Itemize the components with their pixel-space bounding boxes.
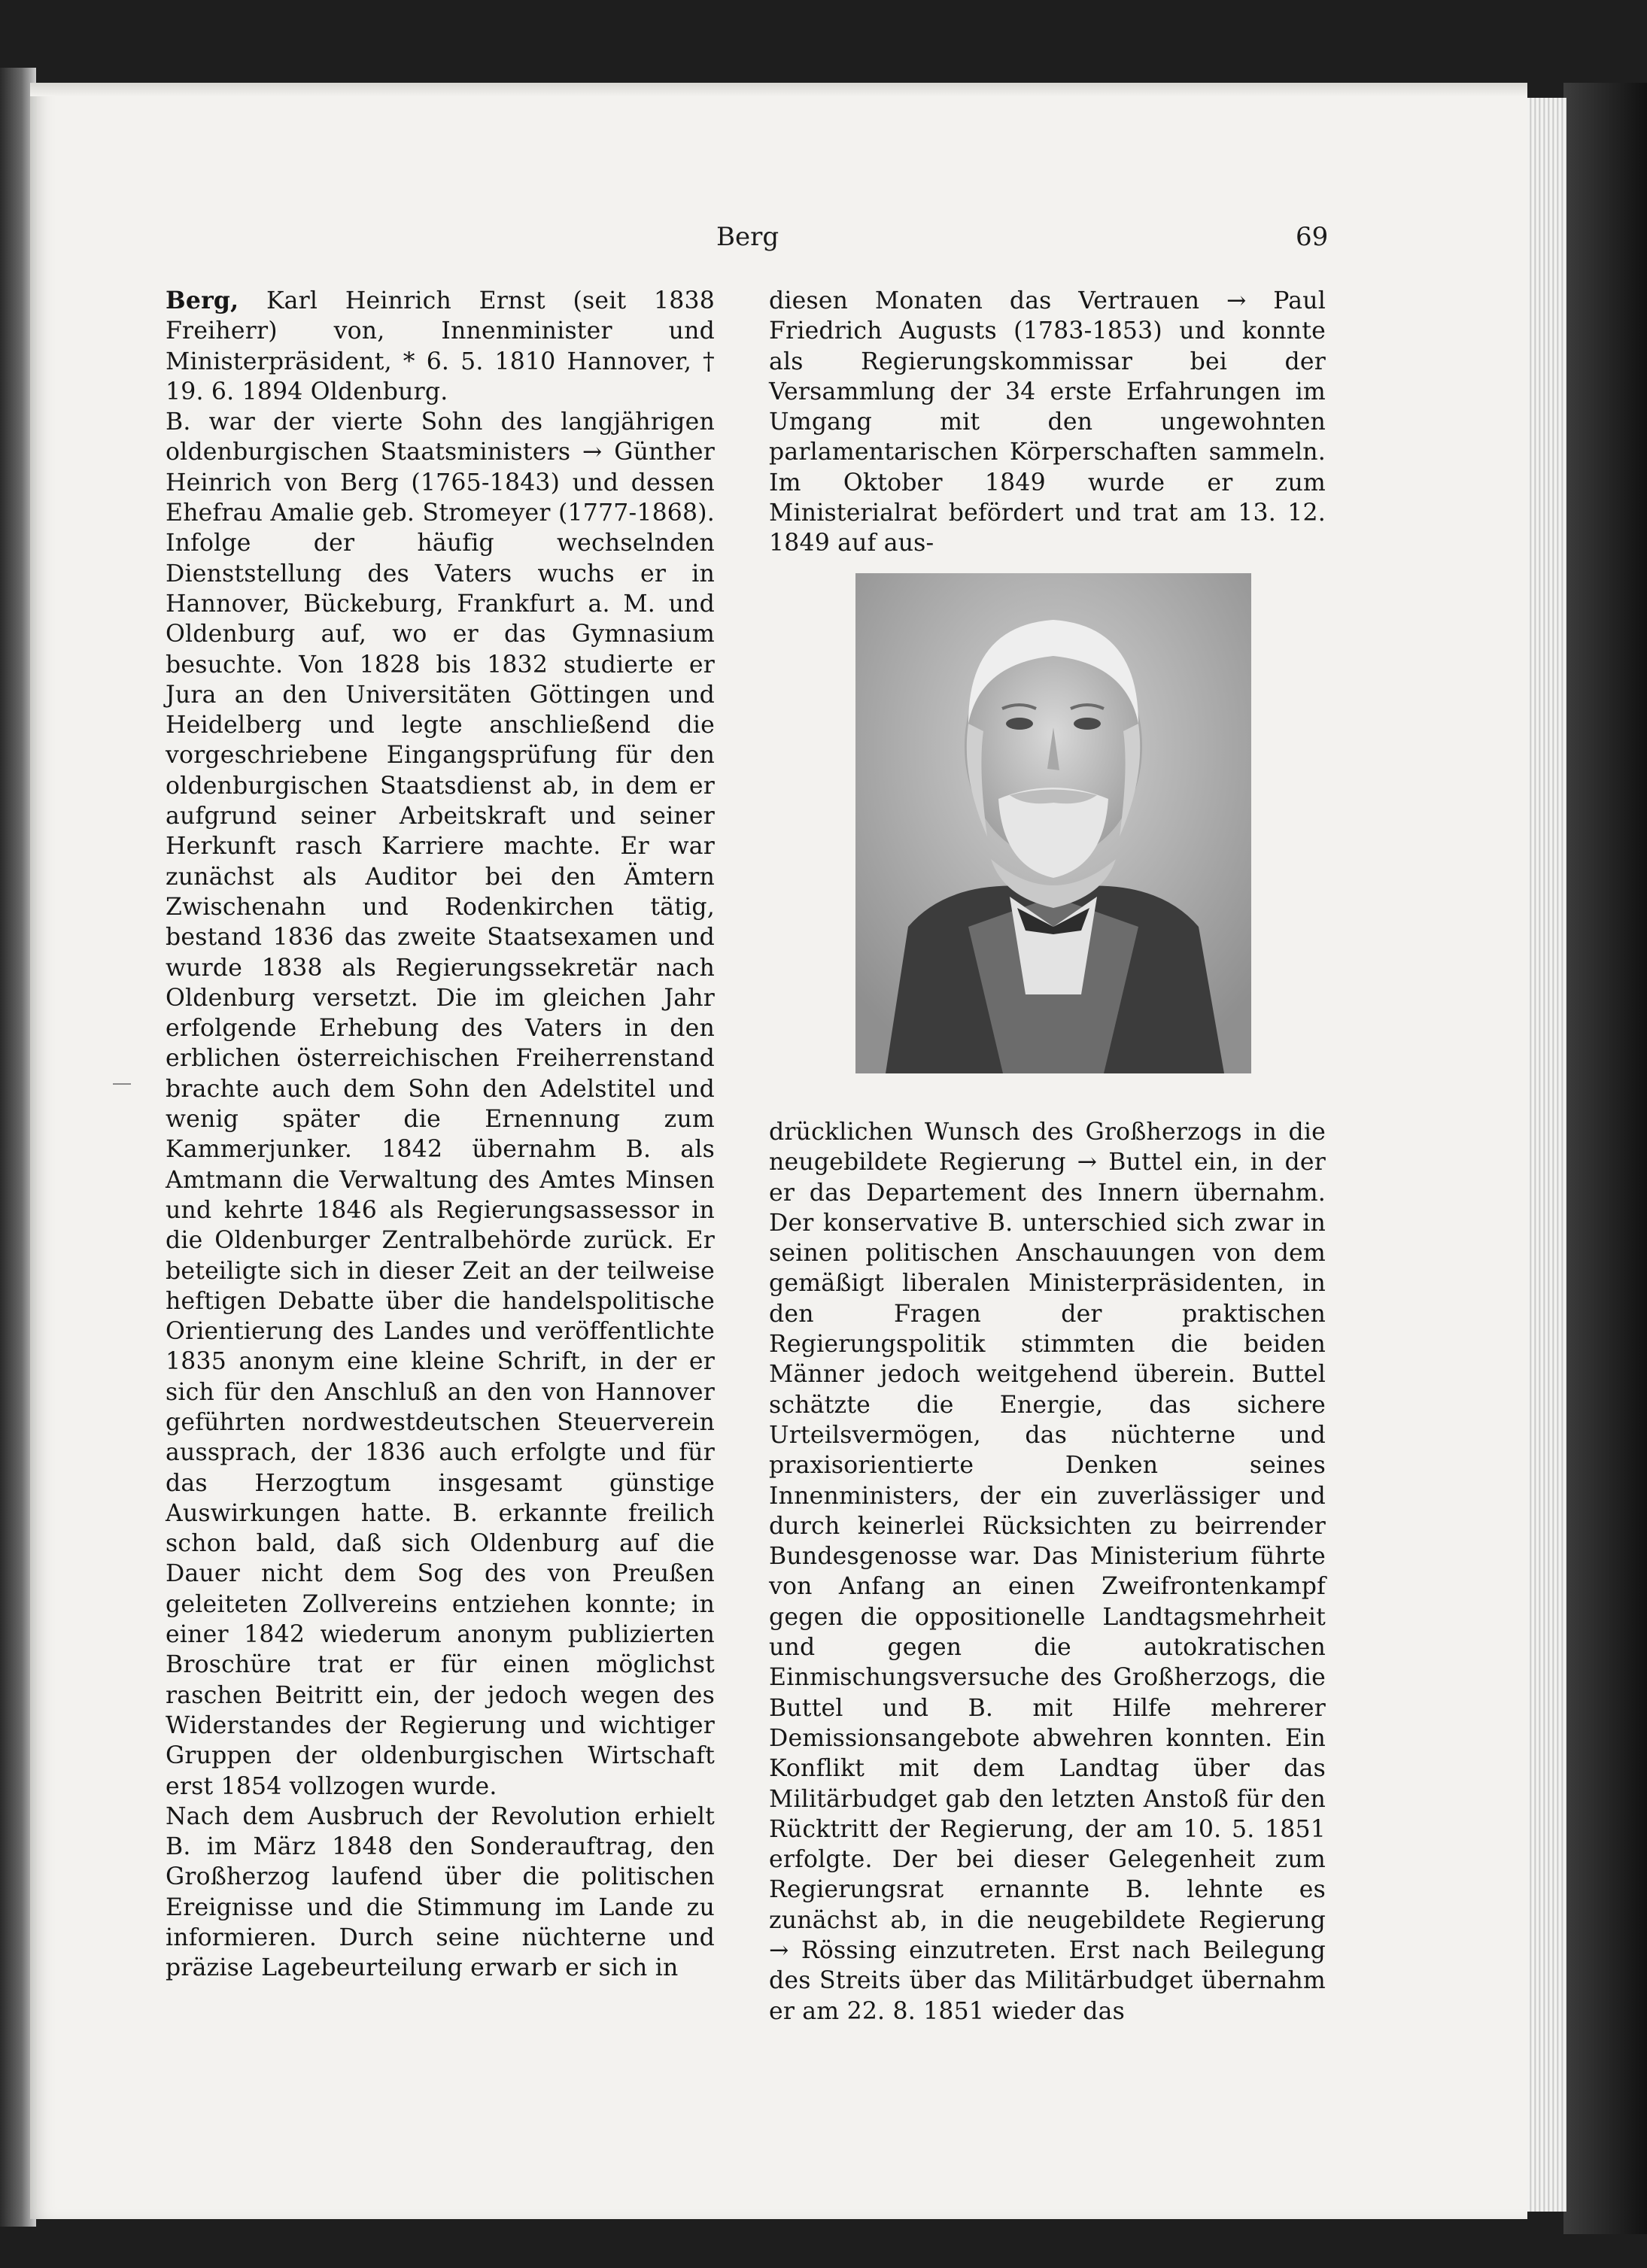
left-column <box>166 286 715 1984</box>
book-cover-edge <box>1563 83 1647 2234</box>
page-top-shadow <box>30 83 1527 96</box>
entry-intro: Karl Heinrich Ernst (seit 1838 Freiherr) von, Innenminister und Ministerpräsident, * 6. 5. 1810 Hannover, † 19. 6. 1894 Oldenburg. <box>166 287 715 405</box>
running-head-title: Berg <box>716 222 779 252</box>
body-paragraph: Nach dem Ausbruch der Revolution erhielt B. im März 1848 den Sonderauftrag, den Großherzog laufend über die politischen Ereignisse und die Stimmung im Lande zu informieren. Durch seine nüchterne und präzise Lagebeurteilung erwarb er sich in <box>166 1802 715 1982</box>
entry-heading-paragraph <box>166 286 715 407</box>
portrait-photo <box>855 573 1251 1073</box>
entry-headword: Berg, <box>166 287 239 314</box>
running-head <box>0 222 1647 260</box>
body-paragraph: B. war der vierte Sohn des langjährigen oldenburgischen Staatsministers → Günther Heinrich von Berg (1765-1843) und dessen Ehefrau Amalie geb. Stromeyer (1777-1868). Infolge der häufig wechselnden Dienststellung des Vaters wuchs er in Hannover, Bückeburg, Frankfurt a. M. und Oldenburg auf, wo er das Gymnasium besuchte. Von 1828 bis 1832 studierte er Jura an den Universitäten Göttingen und Heidelberg und legte anschließend die vorgeschriebene Eingangsprüfung für den oldenburgischen Staatsdienst ab, in dem er aufgrund seiner Arbeitskraft und seiner Herkunft rasch Karriere machte. Er war zunächst als Auditor bei den Ämtern Zwischenahn und Rodenkirchen tätig, bestand 1836 das zweite Staatsexamen und wurde 1838 als Regierungssekretär nach Oldenburg versetzt. Die im gleichen Jahr erfolgende Erhebung des Vaters in den erblichen österreichischen Freiherrenstand brachte auch dem Sohn den Adelstitel und wenig später die Ernennung zum Kammerjunker. 1842 übernahm B. als Amtmann die Verwaltung des Amtes Minsen und kehrte 1846 als Regierungsassessor in die Oldenburger Zentralbehörde zurück. Er beteiligte sich in dieser Zeit an der teilweise heftigen Debatte über die handelspolitische Orientierung des Landes und veröffentlichte 1835 anonym eine kleine Schrift, in der er sich für den Anschluß an den von Hannover geführten nordwestdeutschen Steuerverein aussprach, der 1836 auch erfolgte und für das Herzogtum insgesamt günstige Auswirkungen hatte. B. erkannte freilich schon bald, daß sich Oldenburg auf die Dauer nicht dem Sog des von Preußen geleiteten Zollvereins entziehen konnte; in einer 1842 wiederum anonym publizierten Broschüre trat er für einen möglichst raschen Beitritt ein, der jedoch wegen des Widerstandes der Regierung und wichtiger Gruppen der oldenburgischen Wirtschaft erst 1854 vollzogen wurde. <box>166 408 715 1800</box>
page-number: 69 <box>1296 222 1329 252</box>
margin-mark <box>113 1083 131 1085</box>
right-column-top <box>769 286 1326 559</box>
body-paragraph: diesen Monaten das Vertrauen → Paul Friedrich Augusts (1783-1853) und konnte als Regierungskommissar bei der Versammlung der 34 erste Erfahrungen im Umgang mit den ungewohnten parlamentarischen Körperschaften sammeln. Im Oktober 1849 wurde er zum Ministerialrat befördert und trat am 13. 12. 1849 auf aus- <box>769 287 1326 557</box>
right-column-bottom <box>769 1117 1326 2027</box>
portrait-illustration <box>855 573 1251 1073</box>
body-paragraph: drücklichen Wunsch des Großherzogs in die neugebildete Regierung → Buttel ein, in der er das Departement des Innern übernahm. Der konservative B. unterschied sich zwar in seinen politischen Anschauungen von dem gemäßigt liberalen Ministerpräsidenten, in den Fragen der praktischen Regierungspolitik stimmten die beiden Männer jedoch weitgehend überein. Buttel schätzte die Energie, das sichere Urteilsvermögen, das nüchterne und praxisorientierte Denken seines Innenministers, der ein zuverlässiger und durch keinerlei Rücksichten zu beirrender Bundesgenosse war. Das Ministerium führte von Anfang an einen Zweifrontenkampf gegen die oppositionelle Landtagsmehrheit und gegen die autokratischen Einmischungsversuche des Großherzogs, die Buttel und B. mit Hilfe mehrerer Demissionsangebote abwehren konnten. Ein Konflikt mit dem Landtag über das Militärbudget gab den letzten Anstoß für den Rücktritt der Regierung, der am 10. 5. 1851 erfolgte. Der bei dieser Gelegenheit zum Regierungsrat ernannte B. lehnte es zunächst ab, in die neugebildete Regierung → Rössing einzutreten. Erst nach Beilegung des Streits über das Militärbudget übernahm er am 22. 8. 1851 wieder das <box>769 1119 1326 2025</box>
